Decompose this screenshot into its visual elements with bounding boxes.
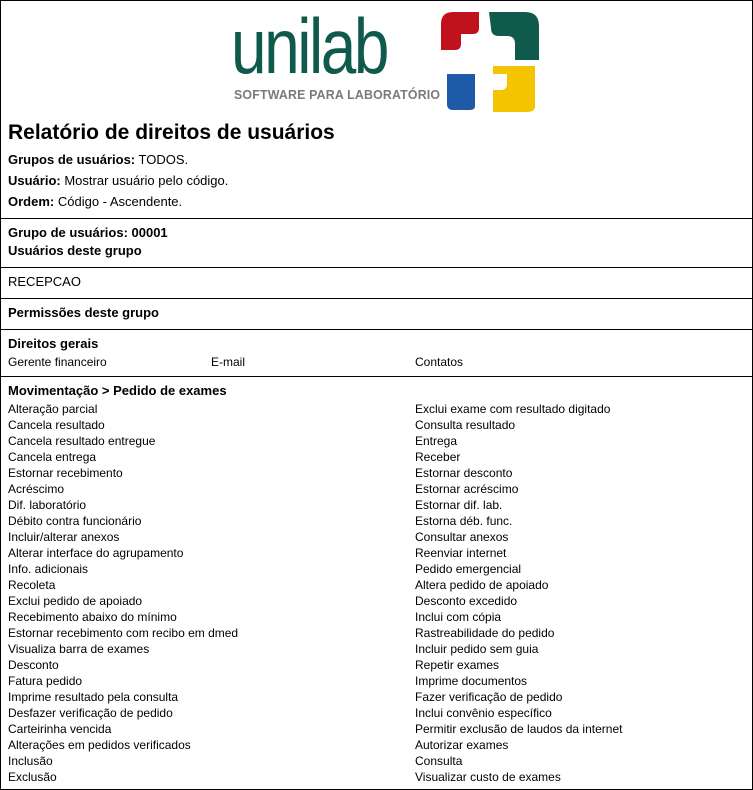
permission-item: Altera pedido de apoiado: [415, 578, 549, 592]
divider: [1, 298, 752, 299]
permission-item: Info. adicionais: [8, 562, 89, 576]
report-title: Relatório de direitos de usuários: [8, 121, 335, 144]
permission-row: [1, 578, 752, 594]
permission-row: [1, 722, 752, 738]
permission-item: Pedido emergencial: [415, 562, 522, 576]
permission-item: Recebimento abaixo do mínimo: [8, 610, 177, 624]
permission-row: [1, 514, 752, 530]
user-filter-label: Usuário:: [8, 173, 61, 188]
permission-list: [1, 402, 752, 786]
permission-row: [1, 546, 752, 562]
permission-row: [1, 498, 752, 514]
general-right-item: Contatos: [415, 355, 464, 369]
permission-item: Exclusão: [8, 770, 57, 784]
group-heading: Grupo de usuários: 00001: [8, 225, 168, 240]
permission-item: Cancela resultado: [8, 418, 105, 432]
permission-item: Dif. laboratório: [8, 498, 87, 512]
permission-row: [1, 418, 752, 434]
permission-item: Desconto: [8, 658, 59, 672]
permission-row: [1, 770, 752, 786]
permission-item: Alteração parcial: [8, 402, 98, 416]
permission-row: [1, 658, 752, 674]
logo: [1, 1, 752, 117]
permission-item: Rastreabilidade do pedido: [415, 626, 555, 640]
permission-item: Desfazer verificação de pedido: [8, 706, 173, 720]
permission-item: Fatura pedido: [8, 674, 83, 688]
divider: [1, 267, 752, 268]
permission-item: Permitir exclusão de laudos da internet: [415, 722, 623, 736]
permission-item: Consulta resultado: [415, 418, 516, 432]
permission-item: Estorna déb. func.: [415, 514, 513, 528]
group-user-item: RECEPCAO: [8, 274, 81, 289]
permission-item: Alterações em pedidos verificados: [8, 738, 191, 752]
order-filter-label: Ordem:: [8, 194, 55, 209]
permission-row: [1, 626, 752, 642]
divider: [1, 329, 752, 330]
permission-item: Inclui com cópia: [415, 610, 502, 624]
permission-item: Visualizar custo de exames: [415, 770, 561, 784]
general-rights-heading: Direitos gerais: [8, 336, 99, 351]
permission-item: Entrega: [415, 434, 458, 448]
logo-wordmark: unilab: [231, 2, 387, 90]
permission-row: [1, 450, 752, 466]
permission-item: Incluir pedido sem guia: [415, 642, 539, 656]
permission-item: Estornar acréscimo: [415, 482, 519, 496]
permission-row: [1, 754, 752, 770]
movement-heading: Movimentação > Pedido de exames: [8, 383, 227, 398]
permission-row: [1, 594, 752, 610]
permission-item: Fazer verificação de pedido: [415, 690, 563, 704]
permission-item: Autorizar exames: [415, 738, 509, 752]
permission-item: Exclui pedido de apoiado: [8, 594, 143, 608]
permissions-heading: Permissões deste grupo: [8, 305, 159, 320]
permission-item: Inclui convênio específico: [415, 706, 552, 720]
permission-item: Desconto excedido: [415, 594, 518, 608]
order-filter-line: [8, 194, 182, 209]
permission-item: Imprime documentos: [415, 674, 528, 688]
user-filter-value: Mostrar usuário pelo código.: [60, 173, 229, 188]
permission-item: Consulta: [415, 754, 463, 768]
logo-tagline: SOFTWARE PARA LABORATÓRIO: [234, 87, 441, 102]
permission-item: Reenviar internet: [415, 546, 507, 560]
general-right-item: Gerente financeiro: [8, 355, 107, 369]
permission-row: [1, 530, 752, 546]
order-filter-value: Código - Ascendente.: [54, 194, 183, 209]
permission-row: [1, 402, 752, 418]
permission-item: Cancela resultado entregue: [8, 434, 156, 448]
permission-item: Inclusão: [8, 754, 53, 768]
permission-item: Imprime resultado pela consulta: [8, 690, 179, 704]
permission-item: Alterar interface do agrupamento: [8, 546, 184, 560]
permission-item: Acréscimo: [8, 482, 65, 496]
user-filter-line: [8, 173, 228, 188]
permission-row: [1, 690, 752, 706]
logo-cross-icon: [439, 10, 541, 112]
permission-row: [1, 434, 752, 450]
general-right-item: E-mail: [211, 355, 246, 369]
groups-filter-value: TODOS.: [135, 152, 189, 167]
permission-row: [1, 610, 752, 626]
permission-row: [1, 642, 752, 658]
group-users-heading: Usuários deste grupo: [8, 243, 142, 258]
permission-item: Cancela entrega: [8, 450, 97, 464]
permission-row: [1, 674, 752, 690]
permission-item: Exclui exame com resultado digitado: [415, 402, 611, 416]
permission-item: Estornar dif. lab.: [415, 498, 503, 512]
permission-item: Estornar desconto: [415, 466, 513, 480]
permission-row: [1, 738, 752, 754]
permission-item: Débito contra funcionário: [8, 514, 142, 528]
permission-item: Estornar recebimento com recibo em dmed: [8, 626, 239, 640]
permission-item: Recoleta: [8, 578, 56, 592]
permission-item: Receber: [415, 450, 461, 464]
permission-row: [1, 482, 752, 498]
permission-row: [1, 562, 752, 578]
divider: [1, 376, 752, 377]
permission-row: [1, 706, 752, 722]
permission-item: Incluir/alterar anexos: [8, 530, 120, 544]
permission-item: Repetir exames: [415, 658, 500, 672]
permission-row: [1, 466, 752, 482]
divider: [1, 218, 752, 219]
permission-item: Visualiza barra de exames: [8, 642, 150, 656]
permission-item: Estornar recebimento: [8, 466, 123, 480]
groups-filter-label: Grupos de usuários:: [8, 152, 136, 167]
permission-item: Consultar anexos: [415, 530, 509, 544]
groups-filter-line: [8, 152, 188, 167]
permission-item: Carteirinha vencida: [8, 722, 112, 736]
